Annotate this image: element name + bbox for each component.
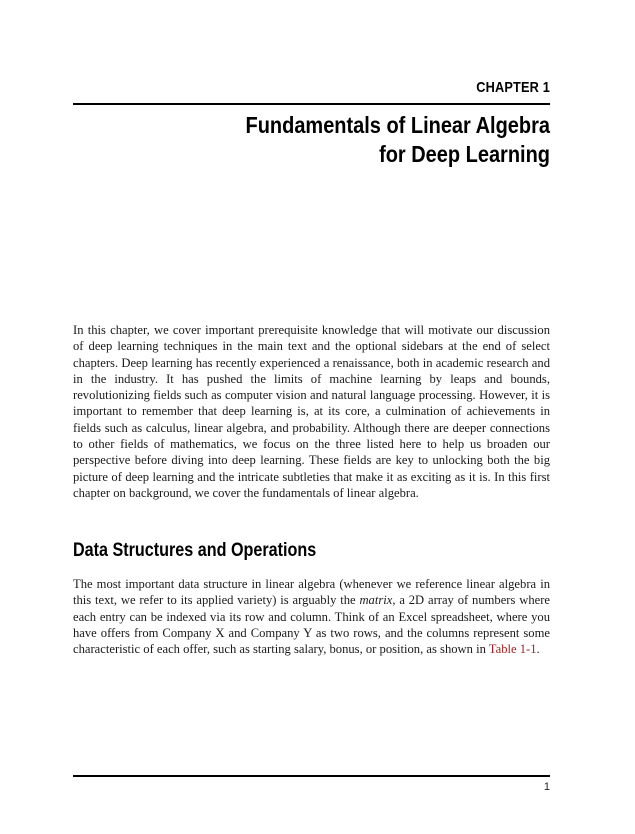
italic-term-matrix: matrix [359, 593, 393, 608]
section-paragraph-text-1: The most important data structure in linear algebra (whenever we reference linear algebra in this text, we refer to its applied variety) is arguably the [73, 577, 550, 608]
footer-rule [73, 775, 550, 777]
intro-paragraph: In this chapter, we cover important prerequisite knowledge that will motivate our discussion of deep learning techniques in the main text and the optional sidebars at the end of select chapters. Deep learning has recently experienced a renaissance, both in academic research and in the industry. It has pushed the limits of machine learning by leaps and bounds, revolutionizing fields such as computer vision and natural language processing. However, it is important to remember that deep learning is, at its core, a culmination of achievements in fields such as calculus, linear algebra, and probability. Although there are deeper connections to other fields of mathematics, we focus on the three listed here to help us broaden our perspective before diving into deep learning. These fields are key to unlocking both the big picture of deep learning and the intricate subtleties that make it as exciting as it is. In this first chapter on background, we cover the fundamentals of linear algebra. [73, 323, 550, 500]
section-paragraph-text-3: . [536, 642, 540, 657]
section-heading: Data Structures and Operations [73, 540, 317, 561]
table-1-1-link[interactable]: Table 1-1 [488, 642, 537, 657]
chapter-title [74, 111, 550, 168]
page-number: 1 [543, 781, 550, 793]
header-rule [73, 103, 550, 105]
section-paragraph [73, 576, 550, 657]
chapter-title-line2: for Deep Learning [379, 140, 550, 167]
section-paragraph-text-2: , a 2D array of numbers where each entry can be indexed via its row and column. Think of an Excel spreadsheet, where you have offers from Company X and Company Y as two rows, and the columns represent some characteristic of each offer, such as starting salary, bonus, or position, as shown in [73, 593, 550, 657]
chapter-label: CHAPTER 1 [476, 79, 550, 96]
chapter-title-line1: Fundamentals of Linear Algebra [245, 112, 550, 138]
